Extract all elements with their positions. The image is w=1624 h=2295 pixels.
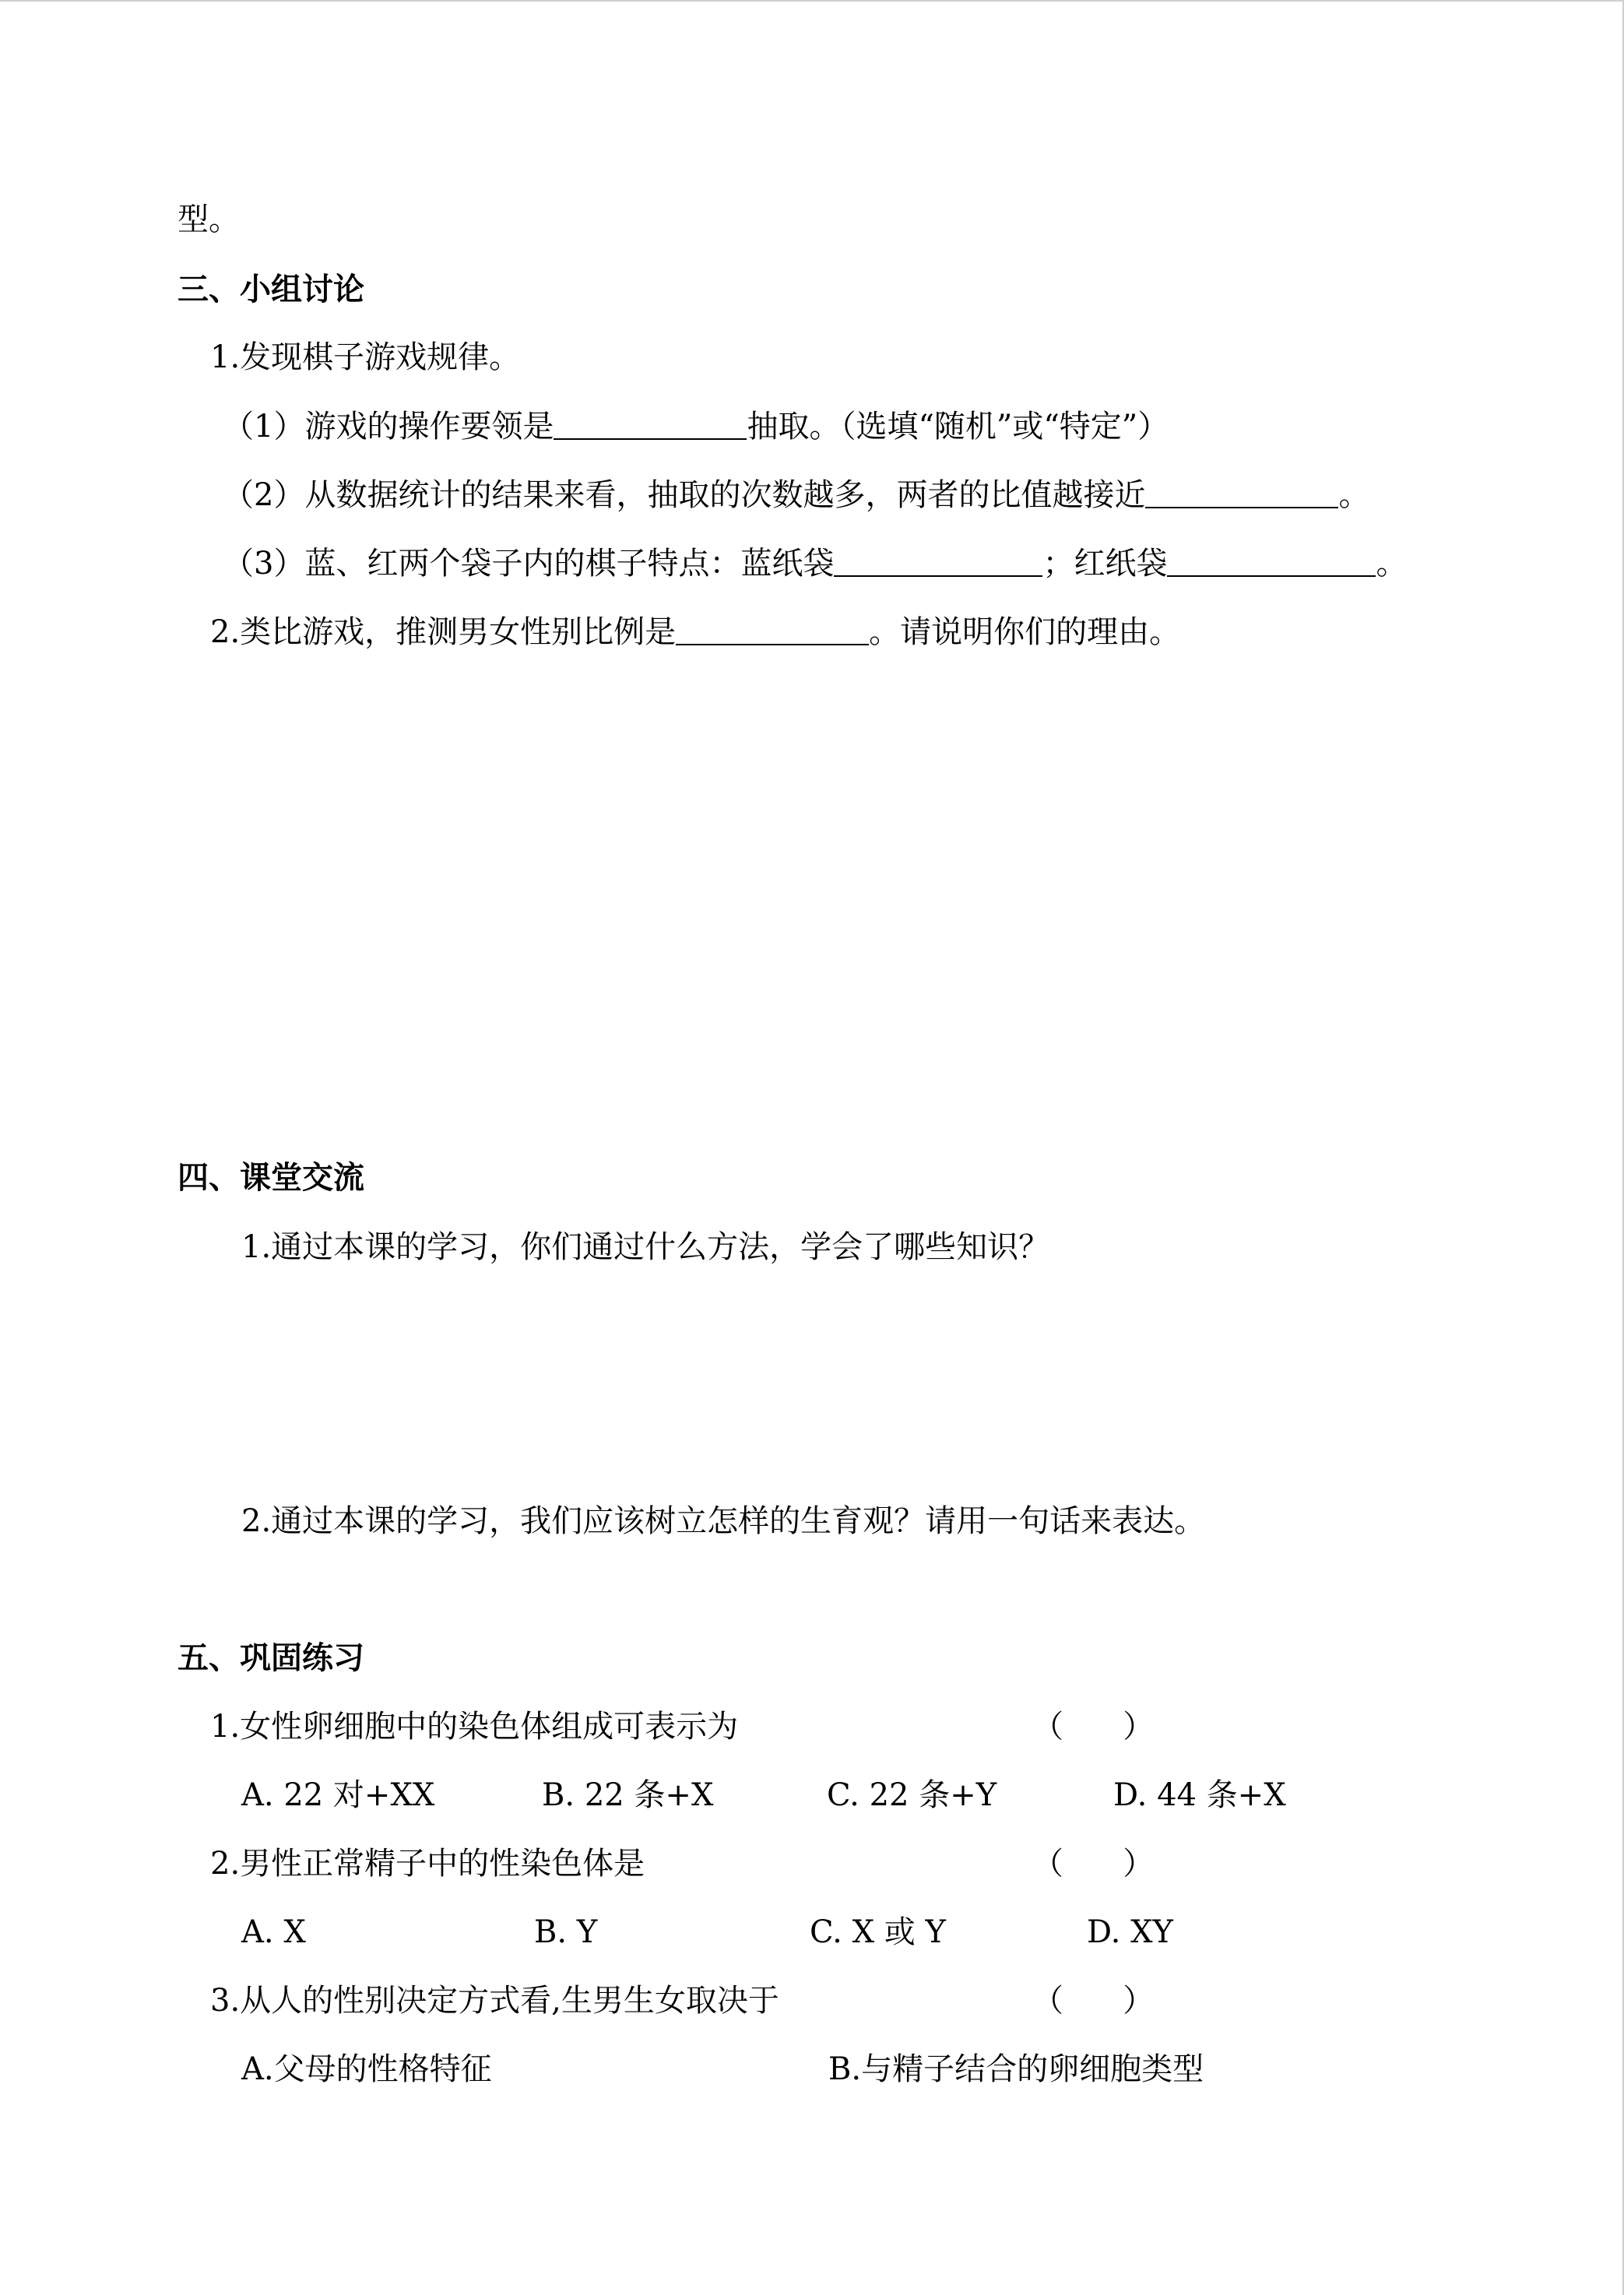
- s5-q3-option-a: A.父母的性格特征: [241, 2051, 492, 2087]
- s5-q1-option-a: A. 22 对+XX: [241, 1777, 435, 1813]
- s3-question-2-post: 。请说明你们的理由。: [869, 614, 1181, 650]
- s5-question-3-stem: 3.从人的性别决定方式看,生男生女取决于: [210, 1983, 779, 2019]
- s3-sub-2-pre: （2）从数据统计的结果来看，抽取的次数越多，两者的比值越接近: [223, 477, 1146, 513]
- s3-sub-3-mid: ；红纸袋: [1042, 546, 1168, 582]
- s5-q2-option-c: C. X 或 Y: [810, 1914, 946, 1950]
- s3-sub-2: [223, 476, 1369, 514]
- intro-tail: 型。: [178, 202, 240, 237]
- s3-sub-2-blank[interactable]: [1145, 476, 1338, 508]
- s3-sub-1-post: 抽取。（选填“随机”或“特定”）: [747, 409, 1169, 445]
- s3-question-2-blank[interactable]: [676, 613, 869, 645]
- s3-sub-1-pre: （1）游戏的操作要领是: [223, 409, 554, 445]
- s5-q2-option-d: D. XY: [1087, 1914, 1173, 1950]
- s5-question-1-answer-paren[interactable]: （ ）: [1032, 1709, 1155, 1745]
- s3-question-1: 1.发现棋子游戏规律。: [210, 339, 521, 375]
- s5-q1-option-d: D. 44 条+X: [1113, 1777, 1286, 1813]
- s5-q2-option-a: A. X: [241, 1914, 306, 1950]
- s5-q2-option-b: B. Y: [534, 1914, 598, 1950]
- s5-q1-option-b: B. 22 条+X: [542, 1777, 714, 1813]
- s5-question-2-answer-paren[interactable]: （ ）: [1032, 1846, 1155, 1882]
- s5-question-3-answer-paren[interactable]: （ ）: [1032, 1983, 1155, 2019]
- s4-question-2: 2.通过本课的学习，我们应该树立怎样的生育观？请用一句话来表达。: [241, 1503, 1206, 1539]
- s5-question-1-stem: 1.女性卵细胞中的染色体组成可表示为: [210, 1709, 739, 1745]
- s3-sub-3-post: 。: [1376, 546, 1408, 582]
- s5-q1-option-c: C. 22 条+Y: [827, 1777, 997, 1813]
- s3-question-2-pre: 2.类比游戏，推测男女性别比例是: [210, 614, 677, 650]
- section-4-heading: 四、课堂交流: [178, 1159, 364, 1196]
- s3-sub-3: [223, 544, 1407, 582]
- s3-sub-1-blank[interactable]: [554, 407, 747, 440]
- s3-sub-3-blank-blue[interactable]: [834, 544, 1042, 577]
- s3-sub-1: [223, 407, 1169, 445]
- s5-q3-option-b: B.与精子结合的卵细胞类型: [828, 2051, 1204, 2087]
- section-3-heading: 三、小组讨论: [178, 271, 364, 308]
- section-5-heading: 五、巩固练习: [178, 1640, 364, 1676]
- s3-sub-3-pre: （3）蓝、红两个袋子内的棋子特点：蓝纸袋: [223, 546, 835, 582]
- s4-question-1: 1.通过本课的学习，你们通过什么方法，学会了哪些知识？: [241, 1229, 1050, 1265]
- s5-question-2-stem: 2.男性正常精子中的性染色体是: [210, 1846, 645, 1882]
- s3-question-2: [210, 613, 1180, 651]
- s3-sub-2-post: 。: [1338, 477, 1370, 513]
- s3-sub-3-blank-red[interactable]: [1167, 544, 1376, 577]
